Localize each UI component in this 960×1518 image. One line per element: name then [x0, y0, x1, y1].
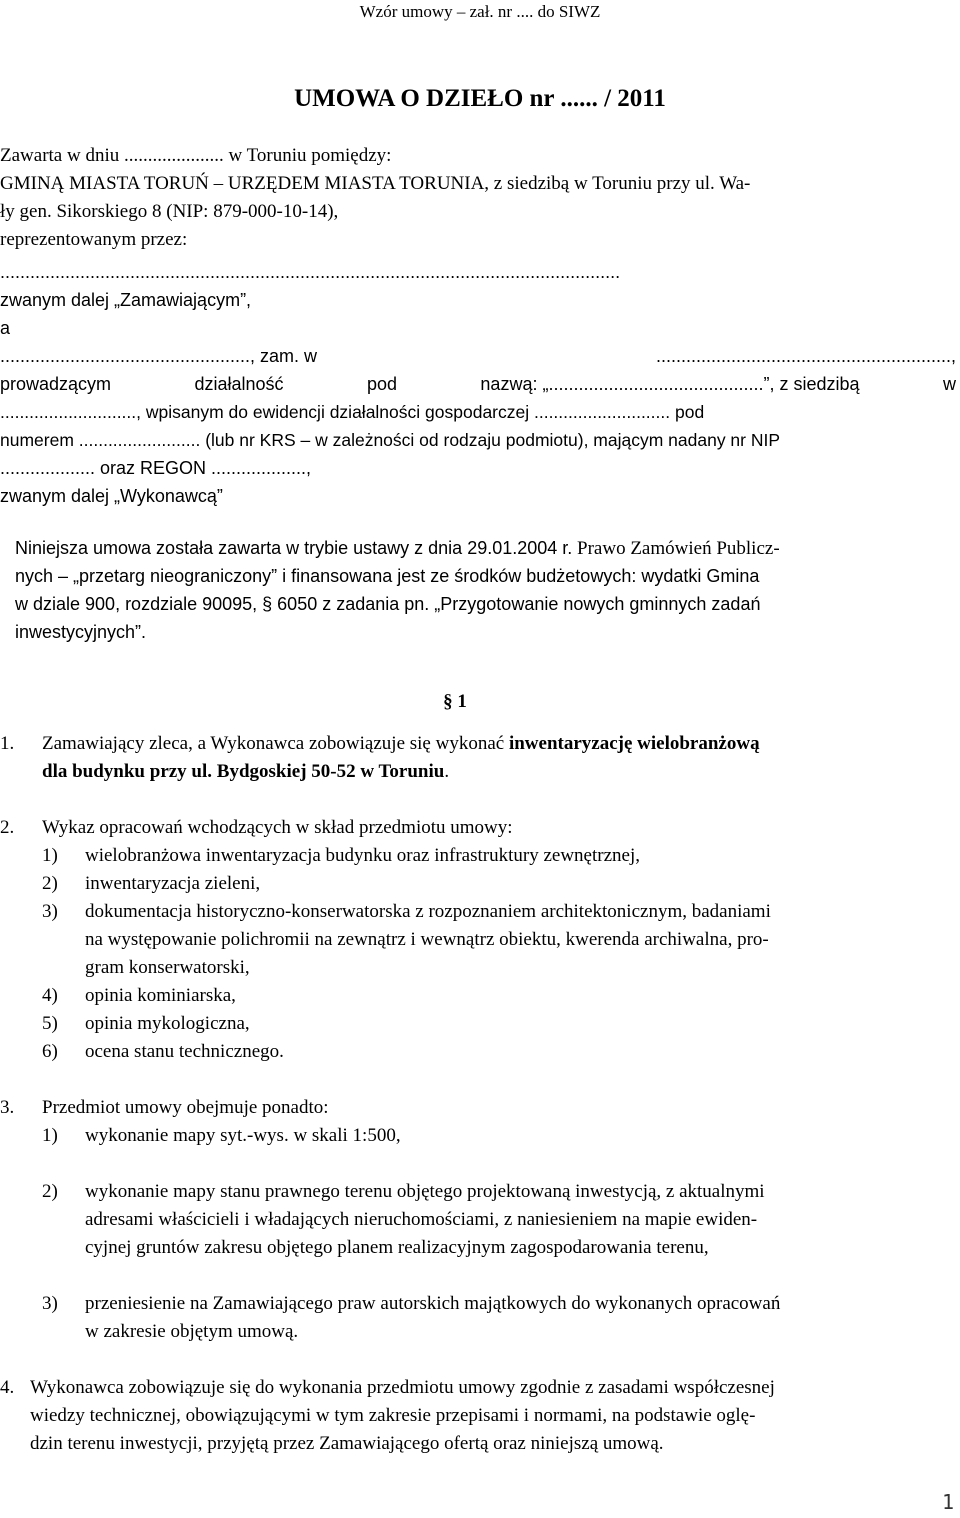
p3-item-1-num: 1) — [42, 1125, 58, 1146]
p2-item-6-num: 6) — [42, 1041, 58, 1062]
p3-item-3-num: 3) — [42, 1293, 58, 1314]
intro-line-8 — [0, 344, 956, 368]
intro-line-12: ................... oraz REGON ..................., — [0, 458, 312, 478]
p3-item-2-line-2: adresami właścicieli i władających nieruchomościami, z naniesieniem na mapie ewiden- — [85, 1209, 758, 1230]
intro-line-10: ............................, wpisanym do ewidencji działalności gospodarczej ............................ pod — [0, 402, 705, 422]
p2-item-3-cont-2: gram konserwatorski, — [85, 957, 250, 978]
intro-line-9b: działalność — [194, 374, 284, 394]
basis-line-2: nych – „przetarg nieograniczony” i finansowana jest ze środków budżetowych: wydatki Gmina — [15, 566, 760, 586]
p2-intro: Wykaz opracowań wchodzących w skład przedmiotu umowy: — [42, 817, 513, 838]
page-number: 1 — [941, 1490, 954, 1514]
p2-item-5: opinia mykologiczna, — [85, 1013, 250, 1034]
basis-line-3: w dziale 900, rozdziale 90095, § 6050 z zadania pn. „Przygotowanie nowych gminnych zadań — [15, 594, 761, 614]
p4-line-2: wiedzy technicznej, obowiązującymi w tym zakresie przepisami i normami, na podstawie oglę- — [30, 1405, 756, 1426]
intro-line-6: zwanym dalej „Zamawiającym”, — [0, 290, 252, 310]
p2-item-6: ocena stanu technicznego. — [85, 1041, 284, 1062]
p1-line-1a: Zamawiający zleca, a Wykonawca zobowiązuje się wykonać — [42, 733, 505, 754]
intro-line-9a: prowadzącym — [0, 374, 112, 394]
p2-item-1-num: 1) — [42, 845, 58, 866]
p4-line-3: dzin terenu inwestycji, przyjętą przez Zamawiającego ofertą oraz niniejszą umową. — [30, 1433, 664, 1454]
p4-line-1: Wykonawca zobowiązuje się do wykonania przedmiotu umowy zgodnie z zasadami współczesnej — [30, 1377, 775, 1398]
p3-item-3-line-1: przeniesienie na Zamawiającego praw autorskich majątkowych do wykonanych opracowań — [85, 1293, 781, 1314]
intro-line-2-text: GMINĄ MIASTA TORUŃ – URZĘDEM MIASTA TORUNIA, z siedzibą w Toruniu przy ul. Wa- — [0, 173, 751, 194]
p2-item-4-num: 4) — [42, 985, 58, 1006]
basis-line-4: inwestycyjnych”. — [15, 622, 147, 642]
p3-item-2-num: 2) — [42, 1181, 58, 1202]
p2-item-5-num: 5) — [42, 1013, 58, 1034]
p2-item-3-cont-1: na występowanie polichromii na zewnątrz i wewnątrz obiektu, kwerenda archiwalna, pro- — [85, 929, 769, 950]
representative-dots: ............................................................................................................................ — [0, 262, 621, 282]
intro-line-9c: pod — [366, 374, 397, 394]
p3-intro: Przedmiot umowy obejmuje ponadto: — [42, 1097, 329, 1118]
p2-item-2: inwentaryzacja zieleni, — [85, 873, 261, 894]
p1-line-2b: . — [444, 761, 450, 782]
intro-line-9d: nazwą: „...........................................”, z siedzibą — [480, 374, 860, 394]
p4-number: 4. — [0, 1377, 15, 1398]
p2-item-4: opinia kominiarska, — [85, 985, 236, 1006]
basis-line-1b: Prawo Zamówień Publicz- — [577, 538, 780, 559]
intro-line-11: numerem ......................... (lub nr KRS – w zależności od rodzaju podmiotu), mającym nadany nr NIP — [0, 430, 781, 450]
p1-line-2 — [42, 760, 449, 784]
p2-number: 2. — [0, 817, 15, 838]
intro-line-8a: .................................................., zam. w — [0, 346, 318, 366]
section-sign: § 1 — [443, 691, 467, 712]
intro-line-4: reprezentowanym przez: — [0, 229, 188, 250]
basis-line-1 — [15, 536, 956, 561]
p2-item-1: wielobranżowa inwentaryzacja budynku oraz infrastruktury zewnętrznej, — [85, 845, 640, 866]
p2-item-3: dokumentacja historyczno-konserwatorska z rozpoznaniem architektonicznym, badaniami — [85, 901, 771, 922]
intro-line-13: zwanym dalej „Wykonawcą” — [0, 486, 223, 506]
intro-line-7: a — [0, 318, 11, 338]
intro-line-1: Zawarta w dniu ..................... w Toruniu pomiędzy: — [0, 145, 392, 166]
intro-line-3: ły gen. Sikorskiego 8 (NIP: 879-000-10-14), — [0, 201, 339, 222]
p1-number: 1. — [0, 733, 15, 754]
p3-item-1: wykonanie mapy syt.-wys. w skali 1:500, — [85, 1125, 401, 1146]
basis-line-1a: Niniejsza umowa została zawarta w trybie ustawy z dnia 29.01.2004 r. — [15, 538, 573, 558]
p2-item-3-num: 3) — [42, 901, 58, 922]
intro-line-2 — [0, 172, 956, 196]
p3-number: 3. — [0, 1097, 15, 1118]
intro-line-9 — [0, 372, 956, 396]
p3-item-2-line-1: wykonanie mapy stanu prawnego terenu objętego projektowaną inwestycją, z aktualnymi — [85, 1181, 765, 1202]
p3-item-3-line-2: w zakresie objętym umową. — [85, 1321, 299, 1342]
p3-item-2-line-3: cyjnej gruntów zakresu objętego planem realizacyjnym zagospodarowania terenu, — [85, 1237, 709, 1258]
p1-line-1b: inwentaryzację wielobranżową — [508, 733, 760, 754]
page-header: Wzór umowy – zał. nr .... do SIWZ — [359, 2, 601, 21]
intro-line-8b: ..........................................................., — [655, 346, 956, 366]
p2-item-2-num: 2) — [42, 873, 58, 894]
intro-line-9e: w — [942, 374, 956, 394]
p1-line-1 — [42, 732, 760, 756]
document-title: UMOWA O DZIEŁO nr ...... / 2011 — [294, 85, 666, 112]
p1-line-2a: dla budynku przy ul. Bydgoskiej 50-52 w Toruniu — [42, 761, 445, 782]
